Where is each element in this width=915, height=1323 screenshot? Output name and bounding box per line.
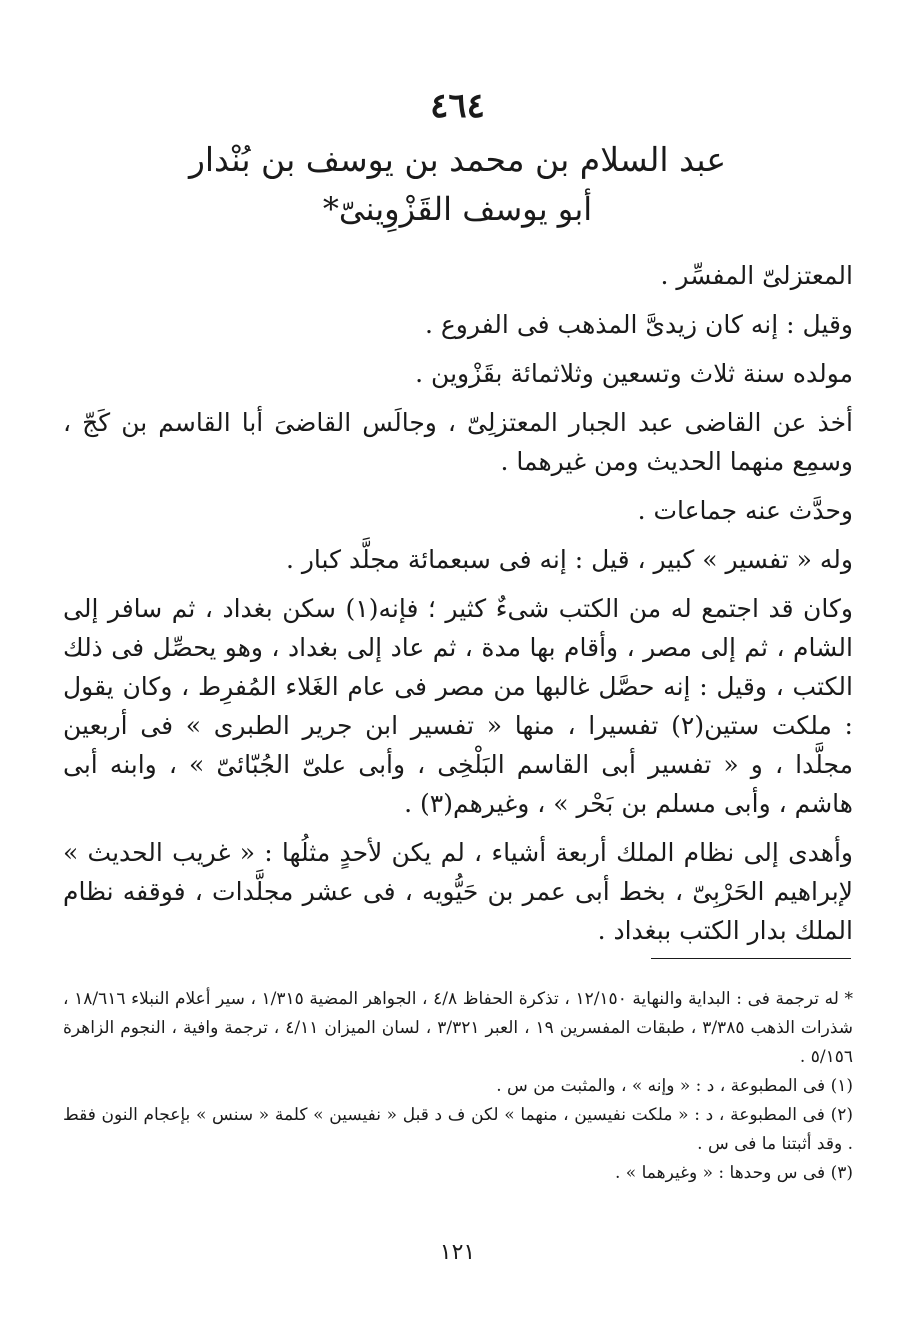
footnote: (١) فى المطبوعة ، د : « وإنه » ، والمثبت من س .: [496, 1076, 853, 1096]
entry-name-heading: عبد السلام بن محمد بن يوسف بن بُنْدار: [188, 140, 727, 179]
paragraph: وأهدى إلى نظام الملك أربعة أشياء ، لم يكن لأحدٍ مثلُها : « غريب الحديث » لإبراهيم الحَرْبِىّ ، بخط أبى عمر بن حَيُّويه ، فى عشر مجلَّدات ، فوقفه نظام الملك بدار الكتب ببغداد .: [63, 838, 853, 945]
paragraph: وله « تفسير » كبير ، قيل : إنه فى سبعمائة مجلَّد كبار .: [285, 545, 853, 574]
footnote: (٢) فى المطبوعة ، د : « ملكت نفيسين ، منهما » لكن ف د قبل « نفيسين » كلمة « سنس » بإعجام النون فقط . وقد أثبتنا ما فى س .: [63, 1105, 853, 1154]
entry-number: ٤٦٤: [430, 86, 485, 126]
biography-body: [63, 256, 853, 960]
paragraph: وقيل : إنه كان زيدىَّ المذهب فى الفروع .: [424, 310, 853, 339]
footnotes: [63, 985, 853, 1188]
paragraph: وكان قد اجتمع له من الكتب شىءٌ كثير ؛ فإنه(١) سكن بغداد ، ثم سافر إلى الشام ، ثم إلى مصر ، وأقام بها مدة ، ثم عاد إلى بغداد ، وهو يحصِّل فى ذلك الكتب ، وقيل : إنه حصَّل غالبها من مصر فى عام الغَلاء المُفرِط ، وكان يقول : ملكت ستين(٢) تفسيرا ، منها « تفسير ابن جرير الطبرى » فى أربعين مجلَّدا ، و « تفسير أبى القاسم البَلْخِى ، وأبى علىّ الجُبّائىّ » ، وابنه أبى هاشم ، وأبى مسلم بن بَحْر » ، وغيرهم(٣) .: [63, 594, 854, 818]
footnote: * له ترجمة فى : البداية والنهاية ١٢/١٥٠ ، تذكرة الحفاظ ٤/٨ ، الجواهر المضية ١/٣١٥ ، سير أعلام النبلاء ١٨/٦١٦ ، شذرات الذهب ٣/٣٨٥ ، طبقات المفسرين ١٩ ، العبر ٣/٣٢١ ، لسان الميزان ٤/١١ ، ترجمة وافية ، النجوم الزاهرة ٥/١٥٦ .: [63, 989, 854, 1067]
paragraph: وحدَّث عنه جماعات .: [637, 496, 853, 525]
paragraph: أخذ عن القاضى عبد الجبار المعتزلِىّ ، وجالَس القاضىَ أبا القاسم بن كَجّ ، وسمِع منهما الحديث ومن غيرهما .: [63, 408, 853, 476]
page-number: ١٢١: [439, 1240, 476, 1265]
entry-kunya-heading: أبو يوسف القَزْوِينىّ*: [322, 190, 593, 228]
paragraph: المعتزلىّ المفسِّر .: [660, 261, 853, 290]
footnote-divider: [651, 958, 851, 959]
paragraph: مولده سنة ثلاث وتسعين وثلاثمائة بقَزْوين .: [415, 359, 853, 388]
footnote: (٣) فى س وحدها : « وغيرهما » .: [615, 1163, 853, 1183]
